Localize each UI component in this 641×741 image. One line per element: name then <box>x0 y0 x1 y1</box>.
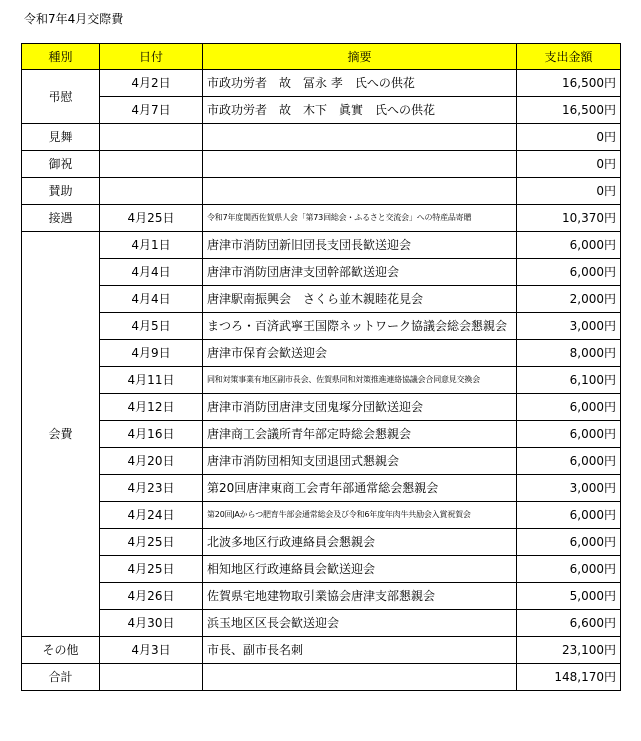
summary-cell: 第20回JAからつ肥育牛部会通常総会及び令和6年度年肉牛共励会入賞祝賀会 <box>203 502 517 529</box>
date-cell <box>100 664 203 691</box>
summary-cell <box>203 664 517 691</box>
amount-cell: 6,000円 <box>517 448 621 475</box>
date-cell: 4月12日 <box>100 394 203 421</box>
category-mimai: 見舞 <box>22 124 100 151</box>
amount-cell: 3,000円 <box>517 313 621 340</box>
table-row <box>22 97 621 124</box>
summary-cell: 唐津駅南振興会 さくら並木親睦花見会 <box>203 286 517 313</box>
summary-cell <box>203 178 517 205</box>
date-cell: 4月25日 <box>100 556 203 583</box>
total-amount: 148,170円 <box>517 664 621 691</box>
summary-cell: まつろ・百済武寧王国際ネットワーク協議会総会懇親会 <box>203 313 517 340</box>
date-cell: 4月25日 <box>100 205 203 232</box>
table-row <box>22 178 621 205</box>
category-total: 合計 <box>22 664 100 691</box>
header-amount: 支出金額 <box>517 44 621 70</box>
table-row <box>22 367 621 394</box>
summary-cell: 北波多地区行政連絡員会懇親会 <box>203 529 517 556</box>
summary-cell: 唐津市消防団新旧団長支団長歓送迎会 <box>203 232 517 259</box>
table-row <box>22 421 621 448</box>
table-row <box>22 70 621 97</box>
table-row <box>22 556 621 583</box>
date-cell: 4月16日 <box>100 421 203 448</box>
date-cell: 4月1日 <box>100 232 203 259</box>
amount-cell: 5,000円 <box>517 583 621 610</box>
summary-cell: 佐賀県宅地建物取引業協会唐津支部懇親会 <box>203 583 517 610</box>
amount-cell: 16,500円 <box>517 97 621 124</box>
category-sonota: その他 <box>22 637 100 664</box>
amount-cell: 0円 <box>517 124 621 151</box>
table-row <box>22 475 621 502</box>
table-row <box>22 394 621 421</box>
summary-cell: 市政功労者 故 木下 眞實 氏への供花 <box>203 97 517 124</box>
table-row <box>22 151 621 178</box>
amount-cell: 3,000円 <box>517 475 621 502</box>
summary-cell: 同和対策事業有地区副市長会、佐賀県同和対策推進連絡協議会合同意見交換会 <box>203 367 517 394</box>
amount-cell: 0円 <box>517 151 621 178</box>
amount-cell: 6,000円 <box>517 394 621 421</box>
table-row <box>22 529 621 556</box>
date-cell <box>100 178 203 205</box>
amount-cell: 2,000円 <box>517 286 621 313</box>
amount-cell: 8,000円 <box>517 340 621 367</box>
total-row <box>22 664 621 691</box>
header-row <box>22 44 621 70</box>
date-cell: 4月25日 <box>100 529 203 556</box>
table-row <box>22 637 621 664</box>
summary-cell: 唐津市保育会歓送迎会 <box>203 340 517 367</box>
table-row <box>22 259 621 286</box>
date-cell: 4月11日 <box>100 367 203 394</box>
table-row <box>22 286 621 313</box>
summary-cell: 唐津市消防団唐津支団鬼塚分団歓送迎会 <box>203 394 517 421</box>
table-row <box>22 448 621 475</box>
date-cell: 4月24日 <box>100 502 203 529</box>
summary-cell: 市政功労者 故 冨永 孝 氏への供花 <box>203 70 517 97</box>
expense-table <box>21 43 621 691</box>
amount-cell: 6,000円 <box>517 232 621 259</box>
header-date: 日付 <box>100 44 203 70</box>
summary-cell: 唐津商工会議所青年部定時総会懇親会 <box>203 421 517 448</box>
amount-cell: 6,000円 <box>517 529 621 556</box>
date-cell: 4月20日 <box>100 448 203 475</box>
category-settai: 接遇 <box>22 205 100 232</box>
date-cell: 4月23日 <box>100 475 203 502</box>
date-cell: 4月30日 <box>100 610 203 637</box>
table-row <box>22 124 621 151</box>
amount-cell: 0円 <box>517 178 621 205</box>
amount-cell: 16,500円 <box>517 70 621 97</box>
summary-cell <box>203 124 517 151</box>
table-row <box>22 313 621 340</box>
category-choi: 弔慰 <box>22 70 100 124</box>
amount-cell: 6,100円 <box>517 367 621 394</box>
amount-cell: 6,000円 <box>517 502 621 529</box>
summary-cell: 浜玉地区区長会歓送迎会 <box>203 610 517 637</box>
header-category: 種別 <box>22 44 100 70</box>
category-kaihi: 会費 <box>22 232 100 637</box>
category-sanjo: 賛助 <box>22 178 100 205</box>
table-row <box>22 340 621 367</box>
amount-cell: 6,000円 <box>517 556 621 583</box>
summary-cell: 令和7年度関西佐賀県人会「第73回総会・ふるさと交流会」への特産品寄贈 <box>203 205 517 232</box>
table-row <box>22 205 621 232</box>
date-cell: 4月5日 <box>100 313 203 340</box>
date-cell <box>100 151 203 178</box>
amount-cell: 10,370円 <box>517 205 621 232</box>
table-row <box>22 610 621 637</box>
date-cell: 4月4日 <box>100 286 203 313</box>
table-row <box>22 232 621 259</box>
amount-cell: 6,600円 <box>517 610 621 637</box>
page-title: 令和7年4月交際費 <box>24 12 124 26</box>
summary-cell: 唐津市消防団相知支団退団式懇親会 <box>203 448 517 475</box>
date-cell: 4月4日 <box>100 259 203 286</box>
amount-cell: 6,000円 <box>517 421 621 448</box>
date-cell: 4月26日 <box>100 583 203 610</box>
summary-cell: 第20回唐津東商工会青年部通常総会懇親会 <box>203 475 517 502</box>
summary-cell <box>203 151 517 178</box>
category-goshuku: 御祝 <box>22 151 100 178</box>
summary-cell: 市長、副市長名刺 <box>203 637 517 664</box>
table-row <box>22 583 621 610</box>
header-summary: 摘要 <box>203 44 517 70</box>
date-cell <box>100 124 203 151</box>
amount-cell: 6,000円 <box>517 259 621 286</box>
date-cell: 4月9日 <box>100 340 203 367</box>
amount-cell: 23,100円 <box>517 637 621 664</box>
summary-cell: 唐津市消防団唐津支団幹部歓送迎会 <box>203 259 517 286</box>
date-cell: 4月7日 <box>100 97 203 124</box>
summary-cell: 相知地区行政連絡員会歓送迎会 <box>203 556 517 583</box>
table-row <box>22 502 621 529</box>
date-cell: 4月2日 <box>100 70 203 97</box>
date-cell: 4月3日 <box>100 637 203 664</box>
